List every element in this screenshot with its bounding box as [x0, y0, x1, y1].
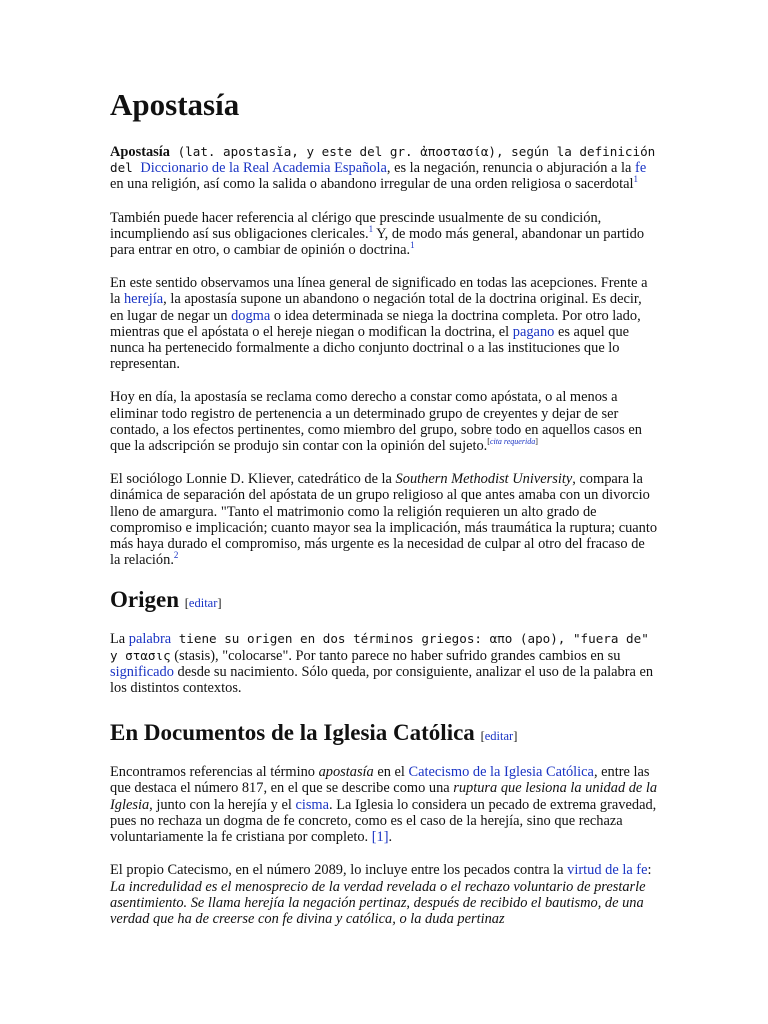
paragraph-significado — [110, 275, 658, 372]
paragraph-2089 — [110, 862, 658, 927]
cite-text: cita requerida — [489, 437, 536, 447]
reference-link[interactable]: 1 — [633, 174, 638, 185]
bracket: ] — [217, 596, 222, 611]
university-name: Southern Methodist University — [395, 471, 573, 488]
link-cisma[interactable]: cisma — [295, 796, 330, 813]
intro-text: en una religión, así como la salida o abandono irregular de una orden religiosa o sacerdotal — [110, 176, 634, 193]
paragraph-text: es aquel que nunca ha pertenecido formalmente a dicho conjunto doctrinal o a las instituciones que lo representan. — [110, 323, 630, 373]
section-heading-documentos — [110, 718, 658, 751]
italic-quote: ruptura que lesiona la unidad de la Iglesia — [110, 780, 658, 813]
paragraph-origen — [110, 631, 658, 696]
edit-link-origen[interactable]: editar — [188, 596, 218, 611]
edit-section — [481, 729, 518, 743]
link-significado[interactable]: significado — [110, 663, 174, 680]
italic-term: apostasía — [318, 764, 374, 781]
paragraph-text: : — [647, 862, 652, 879]
paragraph-text: Hoy en día, la apostasía se reclama como derecho a constar como apóstata, o al menos a eliminar todo registro de pertenencia a un determinado grupo de creyentes y dejar de ser contado, a los efectos pertinentes, como miembro del grupo, sobre todo en aquellos casos en que la adscripción se produjo sin contar con la opinión del sujeto. — [110, 389, 642, 455]
intro-etymology: (lat. apostasĭa, y este del gr. ἀποστασία), según la definición del — [110, 144, 656, 176]
article-content — [110, 86, 658, 944]
paragraph-text: El sociólogo Lonnie D. Kliever, catedrático de la — [110, 471, 396, 488]
edit-section — [185, 596, 222, 610]
link-dogma[interactable]: dogma — [231, 307, 271, 324]
page-title: Apostasía — [110, 87, 240, 122]
intro-paragraph — [110, 144, 658, 193]
paragraph-kliever — [110, 471, 658, 568]
edit-link-documentos[interactable]: editar — [484, 729, 514, 744]
link-catecismo[interactable]: Catecismo de la Iglesia Católica — [408, 764, 594, 781]
bracket: ] — [535, 437, 538, 447]
bracket: [ — [184, 596, 189, 611]
paragraph-text: en el — [373, 764, 409, 781]
paragraph-text: El propio Catecismo, en el número 2089, lo incluye entre los pecados contra la — [110, 862, 568, 879]
paragraph-text: Y, de modo más general, abandonar un partido para entrar en otro, o cambiar de opinión o doctrina. — [110, 225, 645, 259]
intro-term: Apostasía — [110, 144, 170, 160]
link-pagano[interactable]: pagano — [512, 323, 555, 340]
link-cita-requerida[interactable] — [490, 437, 535, 446]
paragraph-text: desde su nacimiento. Sólo queda, por consiguiente, analizar el uso de la palabra en los distintos contextos. — [110, 663, 654, 697]
paragraph-clerigo — [110, 210, 658, 259]
link-diccionario[interactable]: Diccionario de la Real Academia Española — [140, 160, 387, 177]
paragraph-text: También puede hacer referencia al clérigo que prescinde usualmente de su condición, incumpliendo así sus obligaciones clericales. — [110, 209, 602, 242]
bracket: ] — [513, 729, 518, 744]
paragraph-text: . — [388, 829, 393, 846]
italic-quote: La incredulidad es el menosprecio de la verdad revelada o el rechazo voluntario de prestarle asentimiento. Se llama herejía la negación pertinaz, después de recibido el bautismo, de una verdad que ha de creerse con fe divina y católica, o la duda pertinaz — [110, 878, 646, 927]
greek-terms: tiene su origen en dos términos griegos: απο (apo), "fuera de" y στασις — [110, 631, 649, 663]
link-fe[interactable]: fe — [635, 160, 647, 177]
paragraph-text: , junto con la herejía y el — [149, 796, 296, 813]
link-palabra[interactable]: palabra — [128, 631, 172, 648]
intro-text: , es la negación, renuncia o abjuración a la — [386, 160, 636, 177]
paragraph-text: . La Iglesia lo considera un pecado de extrema gravedad, pues no rechaza un dogma de fe concreto, como es el caso de la herejía, sino que rechaza voluntariamente la fe cristiana por completo. — [110, 796, 657, 846]
section-title: Origen — [110, 587, 179, 613]
bracket: [ — [487, 437, 490, 447]
paragraph-text: , entre las que destaca el número 817, en el que se describe como una — [110, 764, 650, 797]
link-herejia[interactable]: herejía — [123, 291, 164, 308]
paragraph-text: o idea determinada se niega la doctrina completa. Por otro lado, mientras que el apóstata o el hereje niegan o modifican la doctrina, el — [110, 307, 641, 340]
paragraph-text: Encontramos referencias al término — [110, 764, 319, 781]
reference-link[interactable]: 2 — [173, 550, 179, 561]
link-virtud-fe[interactable]: virtud de la fe — [567, 862, 648, 879]
section-title: En Documentos de la Iglesia Católica — [110, 720, 475, 746]
citation-needed — [487, 437, 538, 446]
paragraph-text: , la apostasía supone un abandono o negación total de la doctrina original. Es decir, en lugar de negar un — [110, 291, 642, 324]
paragraph-text: , compara la dinámica de separación del apóstata de un grupo religioso al que antes amaba con un divorcio lleno de amargura. "Tanto el matrimonio como la religión requieren un alto grado de compromiso e implicación; cuanto mayor sea la implicación, más traumática la ruptura; cuanto más haya durado el compromiso, más urgente es la necesidad de culpar al otro del fracaso de la relación. — [110, 471, 658, 569]
paragraph-catecismo — [110, 764, 658, 845]
paragraph-text: La — [110, 631, 129, 648]
bracket: [ — [480, 729, 485, 744]
paragraph-text: En este sentido observamos una línea general de significado en todas las acepciones. Frente a la — [110, 275, 648, 308]
reference-link[interactable]: 1 — [368, 223, 374, 234]
reference-link[interactable]: [1] — [371, 829, 389, 846]
paragraph-text: (stasis), "colocarse". Por tanto parece no haber sufrido grandes cambios en su — [170, 647, 621, 664]
section-heading-origen — [110, 585, 658, 618]
reference-link[interactable]: 1 — [410, 240, 415, 251]
paragraph-hoy — [110, 389, 658, 454]
